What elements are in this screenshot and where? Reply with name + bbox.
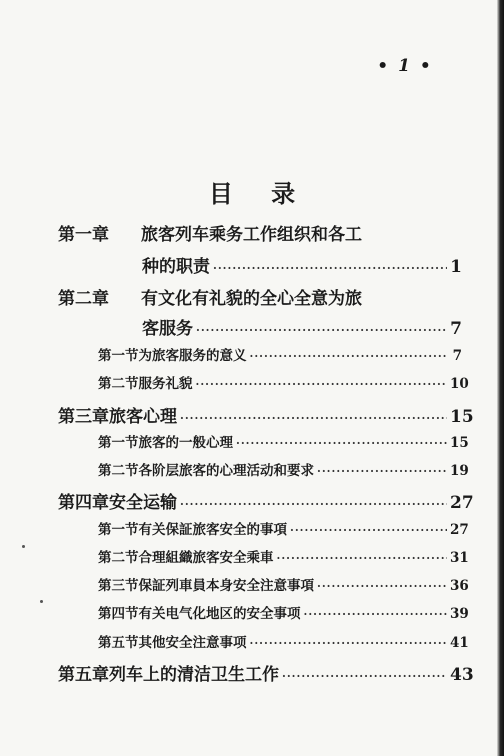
entry-title: 其他安全注意事项 <box>138 635 247 651</box>
entry-label: 第一章 <box>58 225 109 245</box>
entry-title: 合理組織旅客安全乘車 <box>138 550 274 566</box>
entry-label: 第二节 <box>98 550 139 566</box>
dot-leader <box>213 262 447 275</box>
dot-leader <box>250 350 448 363</box>
entry-title: 有关保証旅客安全的事項 <box>138 522 287 538</box>
toc-entry-chapter-2 <box>58 284 462 309</box>
entry-page: 41 <box>450 635 469 651</box>
dot-leader <box>277 552 448 565</box>
entry-page: 19 <box>450 463 469 479</box>
entry-label: 第五节 <box>98 635 139 651</box>
entry-title: 有文化有礼貌的全心全意为旅 <box>141 289 362 309</box>
entry-title-cont: 客服务 <box>142 319 193 339</box>
entry-title: 列车上的清洁卫生工作 <box>109 665 279 685</box>
toc-title-char-2: 录 <box>271 179 296 208</box>
entry-label: 第四节 <box>98 606 139 622</box>
entry-page: 31 <box>450 550 469 566</box>
entry-page: 7 <box>450 319 462 339</box>
entry-title: 旅客列车乘务工作组织和各工 <box>141 225 362 245</box>
entry-title: 为旅客服务的意义 <box>138 348 247 364</box>
entry-label: 第四章 <box>58 493 109 513</box>
entry-label: 第二节 <box>98 376 139 392</box>
dot-leader <box>250 637 448 650</box>
entry-page: 43 <box>450 665 474 685</box>
entry-page: 36 <box>450 578 469 594</box>
toc-entry-section <box>98 344 462 364</box>
entry-label: 第一节 <box>98 522 139 538</box>
entry-title: 各阶层旅客的心理活动和要求 <box>138 463 314 479</box>
entry-label: 第三节 <box>98 578 139 594</box>
entry-label: 第一节 <box>98 348 139 364</box>
scan-speck <box>40 600 43 603</box>
page-number: • 1 • <box>377 56 433 76</box>
entry-page: 39 <box>450 606 469 622</box>
toc-entry-section <box>98 459 469 479</box>
toc-entry-chapter-1-cont <box>142 252 462 277</box>
toc-entry-section <box>98 431 469 451</box>
entry-label: 第五章 <box>58 665 109 685</box>
dot-leader <box>236 437 447 450</box>
entry-page: 27 <box>450 493 474 513</box>
entry-page: 15 <box>450 435 469 451</box>
toc-entry-section <box>98 631 469 651</box>
toc-title-char-1: 目 <box>208 179 233 208</box>
dot-leader <box>180 498 447 511</box>
scan-speck <box>22 545 25 548</box>
dot-leader <box>196 324 447 337</box>
dot-leader <box>317 580 447 593</box>
entry-title: 有关电气化地区的安全事项 <box>138 606 301 622</box>
entry-title: 保証列車員本身安全注意事項 <box>138 578 314 594</box>
entry-page: 7 <box>452 348 462 364</box>
entry-title: 服务礼貌 <box>138 376 193 392</box>
toc-title <box>0 174 504 209</box>
dot-leader <box>282 670 447 683</box>
toc-entry-chapter-2-cont <box>142 314 462 339</box>
toc-entry-chapter-3 <box>58 402 474 427</box>
entry-page: 27 <box>450 522 469 538</box>
toc-entry-section <box>98 602 469 622</box>
entry-page: 1 <box>450 257 462 277</box>
toc-entry-section <box>98 518 469 538</box>
entry-label: 第二章 <box>58 289 109 309</box>
entry-title: 安全运输 <box>109 493 177 513</box>
dot-leader <box>290 524 447 537</box>
entry-title-cont: 种的职责 <box>142 257 210 277</box>
entry-title: 旅客的一般心理 <box>138 435 233 451</box>
toc-entry-section <box>98 546 469 566</box>
dot-leader <box>317 465 447 478</box>
entry-page: 15 <box>450 407 474 427</box>
dot-leader <box>196 378 448 391</box>
toc-entry-chapter-4 <box>58 488 474 513</box>
dot-leader <box>304 608 448 621</box>
entry-page: 10 <box>450 376 469 392</box>
toc-entry-chapter-5 <box>58 660 474 685</box>
entry-label: 第三章 <box>58 407 109 427</box>
entry-label: 第二节 <box>98 463 139 479</box>
entry-title: 旅客心理 <box>109 407 177 427</box>
toc-entry-section <box>98 372 469 392</box>
dot-leader <box>180 412 447 425</box>
entry-label: 第一节 <box>98 435 139 451</box>
toc-entry-chapter-1 <box>58 220 462 245</box>
toc-entry-section <box>98 574 469 594</box>
page-edge-shadow <box>497 0 504 756</box>
